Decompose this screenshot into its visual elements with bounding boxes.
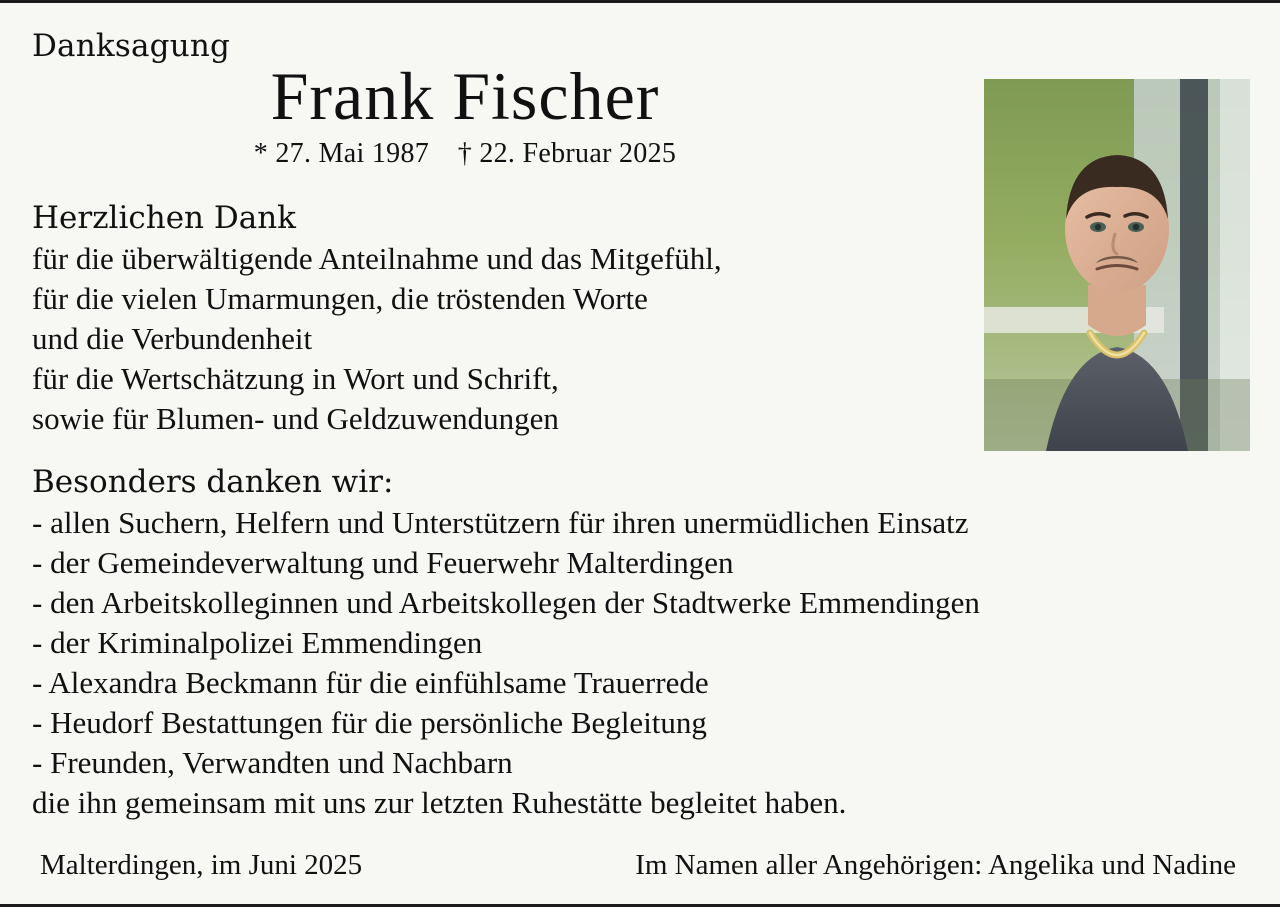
portrait-photo	[984, 79, 1250, 451]
special-thanks-line: - Heudorf Bestattungen für die persönliche Begleitung	[32, 704, 707, 740]
special-thanks-section	[32, 465, 1252, 823]
special-thanks-line: die ihn gemeinsam mit uns zur letzten Ruhestätte begleitet haben.	[32, 784, 847, 820]
life-dates	[0, 138, 930, 170]
special-thanks-line: - Freunden, Verwandten und Nachbarn	[32, 744, 513, 780]
name-block	[0, 58, 930, 170]
thanks-line: und die Verbundenheit	[32, 320, 313, 356]
special-thanks-line: - den Arbeitskolleginnen und Arbeitskollegen der Stadtwerke Emmendingen	[32, 584, 980, 620]
deceased-name: Frank Fischer	[270, 58, 660, 134]
special-thanks-heading: Besonders danken wir:	[32, 464, 394, 500]
family-signature: Im Namen aller Angehörigen: Angelika und Nadine	[635, 849, 1236, 881]
thanks-heading: Herzlichen Dank	[32, 200, 296, 236]
thanks-line: sowie für Blumen- und Geldzuwendungen	[32, 400, 559, 436]
special-thanks-line: - allen Suchern, Helfern und Unterstützern für ihren unermüdlichen Einsatz	[32, 504, 969, 540]
card-footer	[28, 849, 1250, 882]
special-thanks-line: - Alexandra Beckmann für die einfühlsame Trauerrede	[32, 664, 709, 700]
portrait-illustration	[984, 79, 1250, 451]
birth-date: * 27. Mai 1987	[253, 138, 430, 170]
thanks-line: für die überwältigende Anteilnahme und das Mitgefühl,	[32, 240, 722, 276]
thanks-section	[32, 201, 932, 439]
card-kicker: Danksagung	[32, 28, 231, 64]
special-thanks-line: - der Kriminalpolizei Emmendingen	[32, 624, 483, 660]
special-thanks-line: - der Gemeindeverwaltung und Feuerwehr Malterdingen	[32, 544, 734, 580]
place-and-date: Malterdingen, im Juni 2025	[40, 849, 363, 881]
thanks-line: für die Wertschätzung in Wort und Schrift,	[32, 360, 559, 396]
thanks-line: für die vielen Umarmungen, die tröstenden Worte	[32, 280, 648, 316]
death-date: † 22. Februar 2025	[457, 138, 677, 170]
